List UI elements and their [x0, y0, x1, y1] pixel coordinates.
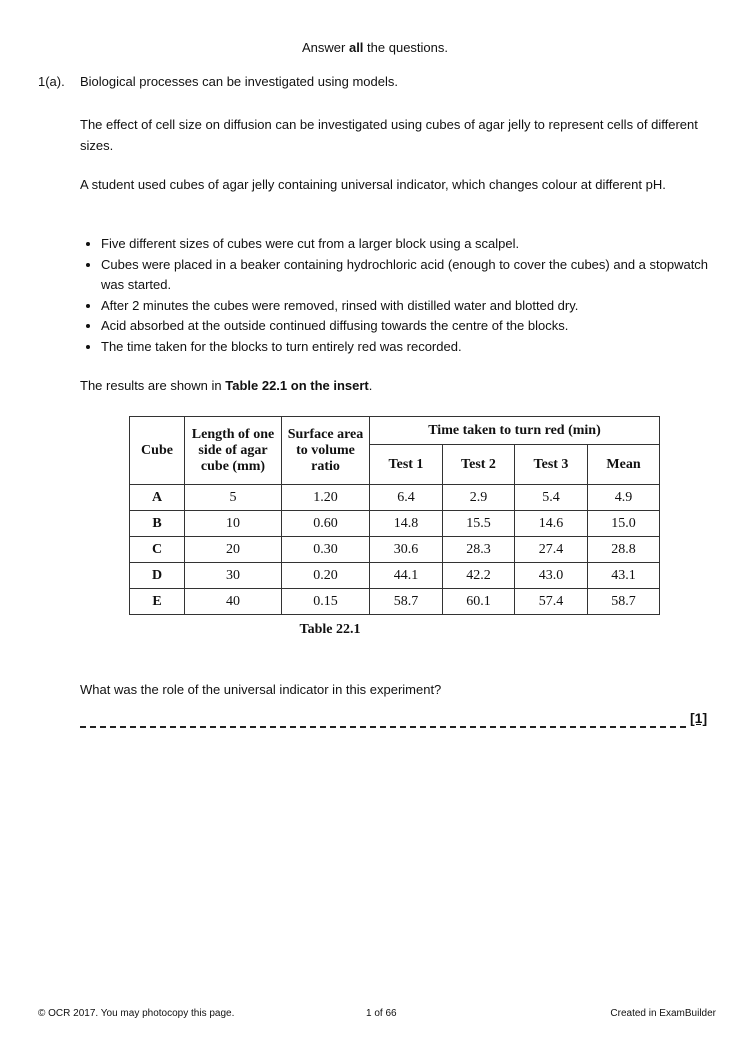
- cell-mean: 15.0: [588, 511, 660, 537]
- cell-test-3: 27.4: [515, 537, 588, 563]
- method-bullet-list: [80, 234, 731, 357]
- paragraph-indicator: A student used cubes of agar jelly containing universal indicator, which changes colour at different pH.: [80, 177, 666, 192]
- cell-test-3: 43.0: [515, 563, 588, 589]
- cell-cube: A: [130, 485, 185, 511]
- marks-label: [1]: [690, 710, 708, 726]
- header-test-2: Test 2: [443, 445, 515, 485]
- instruction-emphasis: all: [348, 40, 364, 55]
- answer-line[interactable]: [80, 718, 686, 728]
- header-ratio: Surface area to volume ratio: [282, 417, 370, 485]
- cell-length: 10: [185, 511, 282, 537]
- cell-ratio: 0.20: [282, 563, 370, 589]
- cell-test-1: 14.8: [370, 511, 443, 537]
- bullet-item: • The time taken for the blocks to turn entirely red was recorded.: [101, 337, 731, 358]
- cell-length: 30: [185, 563, 282, 589]
- cell-test-2: 28.3: [443, 537, 515, 563]
- header-length: Length of one side of agar cube (mm): [185, 417, 282, 485]
- instruction: Answer all the questions.: [302, 40, 448, 55]
- bullet-item: • Five different sizes of cubes were cut from a larger block using a scalpel.: [101, 234, 731, 255]
- cell-test-3: 5.4: [515, 485, 588, 511]
- header-test-3: Test 3: [515, 445, 588, 485]
- table-row: [130, 485, 660, 511]
- cell-test-1: 30.6: [370, 537, 443, 563]
- cell-cube: C: [130, 537, 185, 563]
- table-row: [130, 537, 660, 563]
- cell-length: 40: [185, 589, 282, 615]
- footer-created: Created in ExamBuilder: [610, 1008, 716, 1019]
- table-reference: Table 22.1 on the insert: [225, 378, 369, 393]
- table-row: [130, 563, 660, 589]
- cell-test-2: 15.5: [443, 511, 515, 537]
- bullet-item: • After 2 minutes the cubes were removed, rinsed with distilled water and blotted dry.: [101, 296, 731, 317]
- cell-cube: B: [130, 511, 185, 537]
- question-number: 1(a).: [38, 74, 65, 89]
- cell-ratio: 0.30: [282, 537, 370, 563]
- paragraph-cell-size: The effect of cell size on diffusion can be investigated using cubes of agar jelly to represent cells of different sizes.: [80, 117, 698, 153]
- footer-page-number: 1 of 66: [366, 1008, 397, 1019]
- cell-length: 20: [185, 537, 282, 563]
- results-table: [129, 416, 660, 615]
- cell-ratio: 1.20: [282, 485, 370, 511]
- results-table-wrapper: [129, 416, 660, 615]
- question-intro: Biological processes can be investigated using models.: [80, 74, 398, 89]
- cell-test-1: 58.7: [370, 589, 443, 615]
- results-reference: The results are shown in Table 22.1 on the insert.: [80, 378, 373, 393]
- header-test-1: Test 1: [370, 445, 443, 485]
- footer-copyright: © OCR 2017. You may photocopy this page.: [38, 1008, 235, 1019]
- cell-test-1: 44.1: [370, 563, 443, 589]
- cell-test-2: 2.9: [443, 485, 515, 511]
- table-row: [130, 589, 660, 615]
- header-time-group: Time taken to turn red (min): [370, 417, 660, 445]
- cell-length: 5: [185, 485, 282, 511]
- table-caption: Table 22.1: [299, 622, 361, 637]
- header-mean: Mean: [588, 445, 660, 485]
- bullet-item: • Cubes were placed in a beaker containing hydrochloric acid (enough to cover the cubes) and a stopwatch was started.: [101, 255, 731, 296]
- cell-mean: 28.8: [588, 537, 660, 563]
- cell-test-3: 57.4: [515, 589, 588, 615]
- cell-ratio: 0.15: [282, 589, 370, 615]
- cell-test-1: 6.4: [370, 485, 443, 511]
- table-row: [130, 511, 660, 537]
- bullet-item: • Acid absorbed at the outside continued diffusing towards the centre of the blocks.: [101, 316, 731, 337]
- cell-cube: D: [130, 563, 185, 589]
- cell-test-3: 14.6: [515, 511, 588, 537]
- question-prompt: What was the role of the universal indicator in this experiment?: [80, 682, 442, 697]
- cell-test-2: 60.1: [443, 589, 515, 615]
- cell-test-2: 42.2: [443, 563, 515, 589]
- cell-mean: 4.9: [588, 485, 660, 511]
- cell-cube: E: [130, 589, 185, 615]
- cell-mean: 58.7: [588, 589, 660, 615]
- cell-ratio: 0.60: [282, 511, 370, 537]
- cell-mean: 43.1: [588, 563, 660, 589]
- header-cube: Cube: [130, 417, 185, 485]
